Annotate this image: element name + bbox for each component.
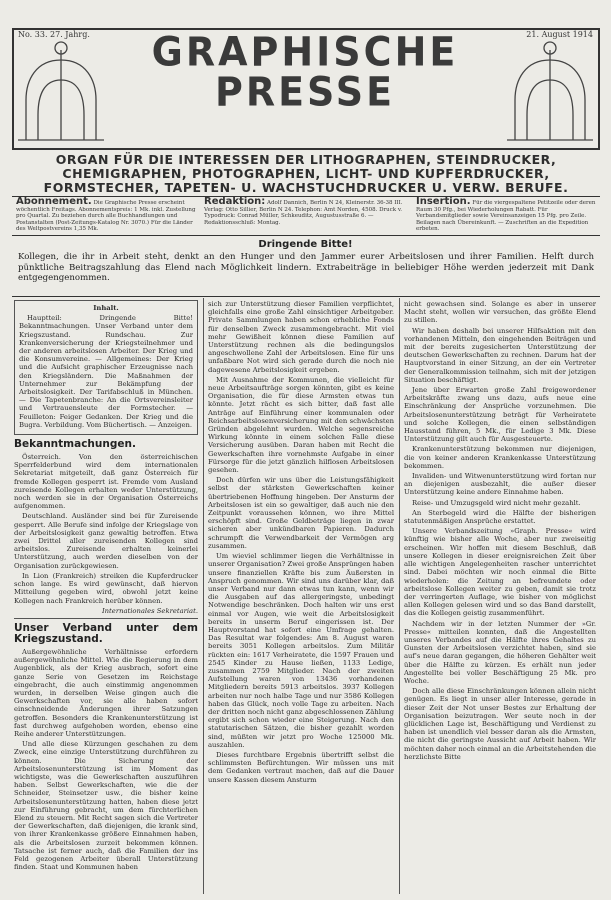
insertion-label: Insertion.: [416, 196, 471, 207]
abonnement-label: Abonnement.: [16, 196, 92, 207]
abonnement-text: Die Graphische Presse erscheint wöchentlich Freitags. Abonnementspreis: 1 Mk. inkl. Zustellung pro Quartal. Zu beziehen durch alle Buchhandlungen und Postanstalten (Post-Zeitungs-Katalog Nr. 3070.) Für die Länder des Weltpostvereins 1,35 Mk.: [16, 200, 196, 232]
column-divider-1: [203, 298, 204, 894]
column-3: [404, 300, 596, 763]
masthead-line-1: GRAPHISCHE: [151, 28, 459, 76]
info-bar: [12, 196, 600, 236]
verband-p2: Und alle diese Kürzungen geschahen zu dem Zweck, eine einzige Unterstützung durchführen zu können. Die Sicherung der Arbeitslosenunterstützung ist im Moment das wichtigste, was die Gewerkschaften auszuführen haben. Selbst Gewerkschaften, wie die der Schneider, Steinsetzer usw., die bisher keine Arbeitslosenunterstützung hatten, haben diese jetzt zur Einführung gebracht, um dem fürchterlichen Elend zu steuern. Mit Recht sagen sich die Vertreter der Gewerkschaften, daß diejenigen, die krank sind, von ihrer Krankenkasse größere Einnahmen haben, als die Arbeitslosen zurzeit bekommen können. Tatsache ist ferner auch, daß die Familien der ins Feld gezogenen Arbeiter überall Unterstützung finden. Staat und Kommunen haben: [14, 740, 198, 872]
column-2: [208, 300, 394, 786]
divider-rule: [12, 296, 600, 297]
bekanntmachungen-title: Bekanntmachungen.: [14, 438, 136, 451]
col3-p4: Krankenunterstützung bekommen nur diejenigen, die von keiner anderen Krankenkasse Unterstützung bekommen.: [404, 445, 596, 470]
col2-p3: Doch dürfen wir uns über die Leistungsfähigkeit selbst der stärksten Gewerkschaften keiner übertriebenen Hoffnung hingeben. Der Ansturm der Arbeitslosen ist ein so gewaltiger, daß auch nie den Zeitpunkt voraussehen können, wo ihre Mittel erschöpft sind. Große Geldbeträge liegen in zwar sicheren aber unkündbaren Papieren. Dadurch schrumpft die Verwendbarkeit der Vermögen arg zusammen.: [208, 476, 394, 550]
masthead-ornament-left: [16, 30, 106, 145]
inhalt-box: [14, 300, 198, 435]
col2-p4: Um wieviel schlimmer liegen die Verhältnisse in unserer Organisation? Zwei große Ansprüngen haben unsere finanziellen Kräfte bis zum Äußersten in Anspruch genommen. Wir sind uns darüber klar, daß unser Verband nur dann etwas tun kann, wenn wir die Ausgaben auf das allergeringste, unbedingt Notwendige beschränken. Doch halten wir uns erst einmal vor Augen, wie weit die Arbeitslosigkeit bereits in unserm Beruf eingerissen ist. Der Hauptvorstand hat sofort eine Umfrage gehalten. Das Resultat war folgendes: Am 8. August waren bereits 3051 Kollegen arbeitslos. Zum Militär rückten ein: 1617 Verheiratete, die 1597 Frauen und 2545 Kinder zu Hause ließen, 1133 Ledige, zusammen 2759 Mitglieder. Nach der zweiten Aufstellung waren von 13436 vorhandenen Mitgliedern bereits 5913 arbeitslos. 3937 Kollegen arbeiten nur noch halbe Tage und nur 3586 Kollegen haben das Glück, noch volle Tage zu arbeiten. Nach der dritten noch nicht ganz abgeschlossenen Zählung ergibt sich schon wieder eine Steigerung. Nach den statutarischen Sätzen, die bisher gezahlt worden sind, müßten wir jetzt pro Woche 125000 Mk. auszahlen.: [208, 552, 394, 749]
col3-p8: Unsere Verbandszeitung »Graph. Presse« wird künftig wie bisher alle Woche, aber nur zweiseitig erscheinen. Wir hoffen mit diesem Beschluß, daß unsere Kollegen in dieser ereignisreichen Zeit über alle wichtigen Angelegenheiten rascher unterrichtet sind. Dabei möchten wir noch einmal die Bitte wiederholen: die Zeitung an befreundete oder arbeitslose Kollegen weiter zu geben, damit sie trotz der verringerten Auflage, wie bisher von möglichst allen Kollegen gelesen wird und so das Band darstellt, das die Kollegen geistig zusammenführt.: [404, 527, 596, 618]
masthead-line-2: PRESSE: [214, 68, 396, 116]
col3-p6: Reise- und Umzugsgeld wird nicht mehr gezahlt.: [412, 498, 581, 507]
column-1: [14, 300, 198, 873]
issue-date: 21. August 1914: [526, 30, 593, 39]
section-divider: [14, 618, 198, 619]
col2-p2: Mit Ausnahme der Kommunen, die vielleicht für neue Arbeitsaufträge sorgen könnten, gibt es keine Organisation, die für diese Armsten etwas tun könnte. Jetzt rächt es sich bitter, daß fast alle Anträge auf Einführung einer kommunalen oder Reichsarbeitslosenversicherung mit den schwächsten Gründen abgelehnt wurden. Welche segensreiche Wirkung könnte in einem solchen Falle diese Versicherung ausüben. Daran haben mit Recht die Gewerkschaften ihre vornehmste Aufgabe in einer Fürsorge für die jetzt gänzlich hilflosen Arbeitslosen gesehen.: [208, 375, 394, 475]
col3-p5: Invaliden- und Witwenunterstützung wird fortan nur an diejenigen ausbezahlt, die außer dieser Unterstützung keine andere Einnahme haben.: [404, 472, 596, 497]
verband-title: Unser Verband unter dem Kriegszustand.: [14, 621, 198, 645]
bekannt-signature: Internationales Sekretariat.: [102, 606, 198, 615]
col3-p1: nicht gewachsen sind. Solange es aber in unserer Macht steht, wollen wir versuchen, das größte Elend zu stillen.: [404, 300, 596, 325]
issue-number: No. 33. 27. Jahrg.: [18, 30, 90, 39]
column-divider-2: [399, 298, 400, 894]
bekannt-p1: Österreich. Von den österreichischen Sperrfelderbund wird dem internationalen Sekretariat mitgeteilt, daß ganz Österreich für fremde Kollegen gesperrt ist. Fremde vom Ausland zureisende Kollegen erhalten weder Unterstützung, noch werden sie in der Organisation Österreichs aufgenommen.: [14, 453, 198, 511]
info-abonnement: [16, 196, 196, 233]
col3-p2: Wir haben deshalb bei unserer Hilfsaktion mit den vorhandenen Mitteln, den eingehenden Beiträgen und mit der bereits zugesicherten Unterstützung der deutschen Gewerkschaften zu rechnen. Darum hat der Hauptvorstand in einer Sitzung, an der ein Vertreter der Generalkommission teilnahm, sich mit der jetzigen Situation beschäftigt.: [404, 326, 596, 384]
col3-p3: Jene über Erwarten große Zahl freigewordener Arbeitskräfte zwang uns dazu, aufs neue eine Einschränkung der Ansprüche vorzunehmen. Die Arbeitslosenunterstützung beträgt für Verheiratete und solche Kollegen, die einen selbständigen Hausstand führen, 5 Mk., für Ledige 3 Mk. Diese Unterstützung gilt auch für Ausgesteuerte.: [404, 386, 596, 444]
col2-p5: Dieses furchtbare Ergebnis übertrifft selbst die schlimmsten Befürchtungen. Wir müssen uns mit dem Gedanken vertraut machen, daß auf die Dauer unsere Kassen diesem Ansturm: [208, 750, 394, 784]
insertion-text: Für die viergespaltene Petitzeile oder deren Raum 30 Pfg., bei Wiederholungen Rabatt. Für Verbandsmitglieder sowie Vereinsanzeigen 15 Pfg. pro Zeile. Beilagen nach Übereinkunft. — Zuschriften an die Expedition erbeten.: [416, 200, 596, 232]
col3-p10: Doch alle diese Einschränkungen können allein nicht genügen. Es liegt in unser aller Interesse, gerade in dieser Zeit der Not unser Bestes zur Erhaltung der Organisation beizutragen. Wer seute noch in der glücklichen Lage ist, Beschäftigung und Verdienst zu haben ist unendlich viel besser daran als die Armsten, die nicht die geringste Aussicht auf Arbeit haben. Wir möchten daher noch einmal an die Arbeitstehenden die herzlichste Bitte: [404, 687, 596, 761]
masthead-ornament-right: [505, 30, 595, 145]
redaktion-text: Adolf Dannich, Berlin N 24, Kleinerstr. 36-38 III. Verlag: Otto Sillier, Berlin N 24. Telephon: Amt Norden, 4508. Druck v. Typodruck: Conrad Müller, Schkeuditz, Augustusstraße 6. — Redaktionsschluß: Montag.: [204, 200, 403, 226]
subtitle-line-2: CHEMIGRAPHEN, PHOTOGRAPHEN, LICHT- UND KUPFERDRUCKER,: [62, 166, 550, 181]
subtitle-line-3: FORMSTECHER, TAPETEN- U. WACHSTUCHDRUCKER U. VERW. BERUFE.: [43, 180, 569, 195]
bekannt-p2: Deutschland. Ausländer sind bei für Zureisende gesperrt. Alle Berufe sind infolge der Kriegslage von der Arbeitslosigkeit ganz gewaltig betroffen. Etwa zwei Drittel aller zureisenden Kollegen sind arbeitslos. Zureisende erhalten keinerlei Unterstützung, auch werden dieselben von der Organisation zurückgewiesen.: [14, 512, 198, 570]
col3-p7: An Sterbegeld wird die Hälfte der bisherigen statutenmäßigen Ansprüche erstattet.: [404, 508, 596, 526]
redaktion-label: Redaktion:: [204, 196, 266, 207]
col2-p1: sich zur Unterstützung dieser Familien verpflichtet, gleichfalls eine große Zahl einsichtiger Arbeitgeber. Private Sammlungen haben schon erhebliche Fonds für denselben Zweck zusammengebracht. Mit viel mehr Gewißheit können diese Familien auf Unterstützung rechnen als die bedingungslos angeschwollene Zahl der Arbeitslosen. Eine für uns unfaßbare Not wird sich gerade durch die noch nie dagewesene Arbeitslosigkeit ergeben.: [208, 300, 394, 374]
col3-p9: Nachdem wir in der letzten Nummer der »Gr. Presse« mitteilen konnten, daß die Angestellten unseres Verbandes auf die Hälfte ihres Gehaltes zu Gunsten der Arbeitslosen verzichtet haben, sind sie auf's neue daran gegangen, die höheren Gehälter weit über die Hälfte zu kürzen. Es erhält nun jeder Angestellte bei voller Beschäftigung 25 Mk. pro Woche.: [404, 619, 596, 685]
info-redaktion: [204, 196, 409, 226]
appeal-headline: Dringende Bitte!: [258, 239, 353, 250]
bekannt-p3: In Lion (Frankreich) streiken die Kupferdrucker schon lange. Es wird gewünscht, daß hiervon Mitteilung gegeben wird, obwohl jetzt keine Kollegen nach Frankreich herüber können.: [14, 571, 198, 605]
subtitle-line-1: ORGAN FÜR DIE INTERESSEN DER LITHOGRAPHEN, STEINDRUCKER,: [55, 152, 557, 167]
verband-p1: Außergewöhnliche Verhältnisse erfordern außergewöhnliche Mittel. Wie die Regierung in dem Augenblick, als der Krieg ausbrach, sofort eine ganze Serie von Gesetzen im Reichstage eingebracht, die auch einstimmig angenommen wurden, in derselben Weise gingen auch die Gewerkschaften vor, sie alle haben sofort einschneidende Änderungen ihrer Satzungen getroffen. Besonders die Krankenunterstützung ist fast durchweg aufgehoben worden, ebenso eine Reihe anderer Unterstützungen.: [14, 647, 198, 738]
inhalt-text: Hauptteil: Dringende Bitte! Bekanntmachungen. Unser Verband unter dem Kriegszustand. Rundschau. Zur Krankenversicherung der Kriegsteilnehmer und der anderen arbeitslosen Arbeiter. Der Krieg und die Konsumvereine. — Allgemeines: Der Krieg und die Aufsicht graphischer Erzeugnisse nach den Kriegsländern. Die Maßnahmen der Unternehmer zur Bekämpfung der Arbeitslosigkeit. Der Tarifabschluß in München. — Die Tapetenbranche: An die Ortsvereinsleiter und Vertrauensleute der Formstecher. — Feuilleton: Feiger Gedanken. Der Krieg und die Bugra. Verbildung. Vom Büchertisch. — Anzeigen.: [19, 314, 193, 429]
masthead-title: [120, 28, 490, 116]
info-insertion: [416, 196, 596, 233]
appeal-text: Kollegen, die ihr in Arbeit steht, denkt an den Hunger und den Jammer eurer Arbeitslosen und ihrer Familien. Helft durch pünktliche Beitragszahlung das Elend nach Möglichkeit lindern. Extrabeiträge in beliebiger Höhe werden jederzeit mit Dank entgegengenommen.: [18, 252, 594, 283]
inhalt-title: Inhalt.: [93, 304, 119, 312]
